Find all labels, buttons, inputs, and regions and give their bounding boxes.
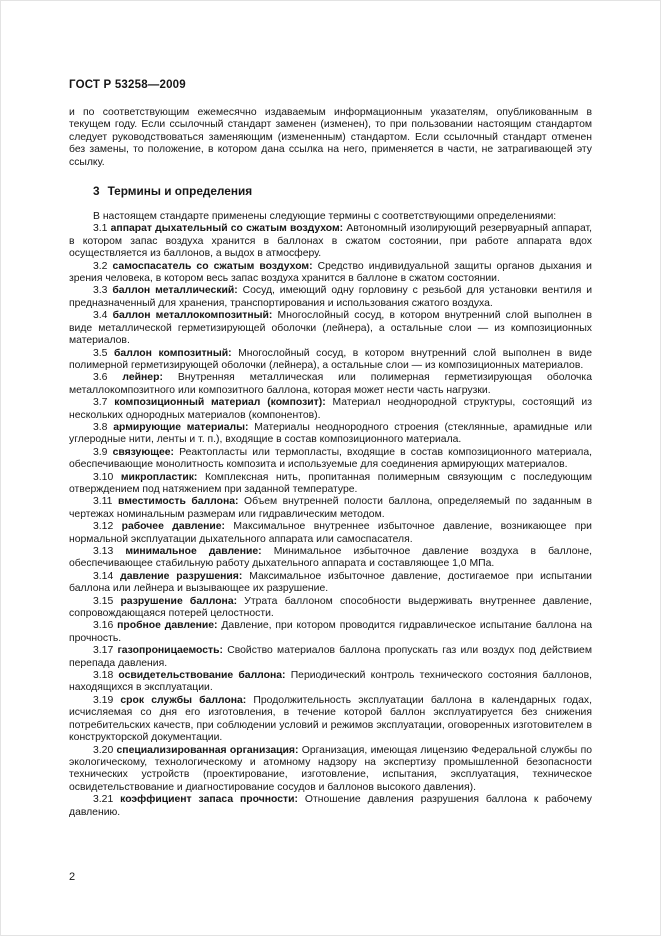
term-number: 3.3 — [93, 285, 113, 297]
term-text: Объем внутренней полости баллона, определяемый по заданным в чертежах номинальным размерам или гидравлическим методом. — [69, 496, 593, 520]
term-text: Отношение давления разрушения баллона к рабочему давлению. — [69, 794, 592, 818]
term-definition — [69, 261, 592, 286]
term-name: срок службы баллона: — [120, 694, 247, 706]
terms-intro-paragraph: В настоящем стандарте применены следующие термины с соответствующими определениями: — [93, 211, 557, 223]
references-continuation-paragraph: и по соответствующим ежемесячно издаваемым информационным указателям, опубликованным в текущем году. Если ссылочный стандарт заменен (изменен), то при пользовании настоящим стандартом следует руководствоваться заменяющим (измененным) стандартом. Если ссылочный стандарт отменен без замены, то положение, в котором дана ссылка на него, применяется в части, не затрагивающей эту ссылку. — [69, 107, 592, 168]
term-name: коэффициент запаса прочности: — [120, 794, 298, 806]
term-name: микропластик: — [120, 471, 198, 483]
term-number: 3.13 — [93, 546, 126, 557]
term-number: 3.16 — [93, 620, 118, 632]
term-number: 3.8 — [93, 421, 114, 433]
term-definition — [69, 372, 592, 397]
term-number: 3.4 — [93, 310, 113, 322]
term-text: Периодический контроль технического состояния баллонов, находящихся в эксплуатации. — [69, 670, 592, 694]
term-number: 3.6 — [93, 372, 123, 384]
term-text: Многослойный сосуд, в котором внутренний слой выполнен в виде металлической герметизирующей оболочки (лейнера), а остальные слои — из композиционных материалов. — [69, 310, 592, 347]
term-name: специализированная организация: — [116, 744, 299, 756]
term-name: вместимость баллона: — [117, 496, 239, 508]
term-name: рабочее давление: — [121, 521, 226, 533]
term-text: Реактопласты или термопласты, входящие в состав композиционного материала, обеспечивающие монолитность композита и используемые для соединения армирующих материалов. — [69, 446, 592, 471]
term-definition — [69, 223, 592, 260]
term-number: 3.15 — [93, 595, 121, 607]
section-title-text: Термины и определения — [107, 184, 253, 199]
term-name: баллон композитный: — [114, 347, 232, 359]
term-definition — [69, 571, 592, 596]
term-definition — [69, 447, 592, 472]
term-definition — [69, 695, 592, 745]
term-text: Свойство материалов баллона пропускать газ или воздух под действием перепада давления. — [69, 645, 592, 669]
term-text: Материал неоднородной структуры, состоящий из нескольких однородных материалов (компонентов). — [69, 397, 592, 421]
term-text: Утрата баллоном способности выдерживать внутреннее давление, сопровождающаяся потерей целостности. — [69, 595, 592, 620]
term-name: армирующие материалы: — [113, 421, 249, 433]
term-number: 3.10 — [93, 471, 121, 483]
term-name: баллон металлокомпозитный: — [112, 310, 273, 322]
term-text: Материалы неоднородного строения (стеклянные, арамидные или углеродные нити, ленты и т. п.), входящие в состав композиционного материала. — [69, 421, 593, 446]
term-number: 3.12 — [93, 521, 122, 533]
term-definition — [69, 496, 592, 521]
term-definition — [69, 745, 592, 795]
term-text: Продолжительность эксплуатации баллона в календарных годах, исчисляемая со дня его изготовления, в течение которой баллон эксплуатируется без снижения потребительских качеств, при соблюдении условий и режимов эксплуатации, оговоренных изготовителем в конструкторской документации. — [69, 694, 592, 744]
term-text: Давление, при котором проводится гидравлическое испытание баллона на прочность. — [69, 620, 592, 644]
term-text: Автономный изолирующий резервуарный аппарат, в котором запас воздуха хранится в баллонах в сжатом состоянии, при работе аппарата вдох осуществляется из баллонов, а выдох в атмосферу. — [69, 223, 592, 260]
term-name: разрушение баллона: — [120, 595, 238, 607]
term-text: Комплексная нить, пропитанная полимерным связующим с последующим отверждением под натяжением при заданной температуре. — [69, 471, 592, 495]
term-text: Средство индивидуальной защиты органов дыхания и зрения человека, в котором весь запас воздуха хранится в баллоне в сжатом состоянии. — [69, 260, 592, 285]
term-text: Многослойный сосуд, в котором внутренний слой выполнен в виде полимерной герметизирующей оболочки (лейнера), а остальные слои — из композиционных материалов. — [69, 347, 592, 371]
page-number: 2 — [69, 871, 76, 883]
term-name: освидетельствование баллона: — [118, 670, 286, 682]
term-number: 3.9 — [93, 446, 113, 458]
term-name: минимальное давление: — [125, 546, 262, 557]
term-number: 3.17 — [93, 645, 118, 657]
term-number: 3.20 — [93, 744, 117, 756]
section-heading — [69, 184, 592, 198]
term-definition — [69, 397, 592, 422]
term-definition — [69, 310, 592, 347]
document-body — [69, 107, 592, 819]
term-definition — [69, 645, 592, 670]
term-number: 3.1 — [93, 223, 111, 235]
term-name: лейнер: — [122, 372, 163, 384]
term-number: 3.18 — [93, 670, 119, 682]
term-number: 3.19 — [93, 694, 121, 706]
terms-list — [69, 223, 592, 819]
term-number: 3.2 — [93, 260, 113, 272]
term-definition — [69, 472, 592, 497]
term-name: пробное давление: — [117, 620, 218, 632]
term-text: Максимальное избыточное давление, достигаемое при испытании баллона или лейнера и вызывающее их разрушение. — [69, 570, 592, 595]
term-definition — [69, 348, 592, 373]
term-definition — [69, 546, 592, 571]
term-number: 3.14 — [93, 570, 121, 582]
term-number: 3.7 — [93, 397, 115, 409]
section-number: 3 — [93, 184, 100, 199]
term-text: Внутренняя металлическая или полимерная герметизирующая оболочка металлокомпозитного или композитного баллона, которая может нести часть нагрузки. — [69, 372, 592, 396]
term-number: 3.11 — [93, 496, 118, 508]
term-definition — [69, 285, 592, 310]
term-definition — [69, 670, 592, 695]
term-text: Максимальное внутреннее избыточное давление, возникающее при нормальной эксплуатации дыхательного аппарата или самоспасателя. — [69, 521, 592, 545]
term-name: связующее: — [112, 446, 174, 458]
term-number: 3.21 — [93, 794, 121, 806]
term-definition — [69, 794, 592, 819]
term-name: самоспасатель со сжатым воздухом: — [112, 260, 313, 272]
gost-standard-number: ГОСТ Р 53258—2009 — [69, 79, 186, 91]
term-definition — [69, 596, 592, 621]
term-definition — [69, 422, 592, 447]
term-definition — [69, 620, 592, 645]
term-definition — [69, 521, 592, 546]
term-number: 3.5 — [93, 347, 115, 359]
term-name: баллон металлический: — [112, 285, 238, 297]
term-text: Организация, имеющая лицензию Федеральной службы по экологическому, технологическому и атомному надзору на экспертизу промышленной безопасности технических устройств (проектирование, изготовление, испытания, эксплуатация, техническое освидетельствование и диагностирование сосудов и баллонов высокого давления). — [69, 744, 592, 793]
term-name: композиционный материал (композит): — [114, 397, 326, 409]
term-text: Сосуд, имеющий одну горловину с резьбой для установки вентиля и предназначенный для хранения, транспортирования и использования сжатого воздуха. — [69, 285, 592, 309]
term-text: Минимальное избыточное давление воздуха в баллоне, обеспечивающее стабильную работу дыхательного аппарата и составляющее 1,0 МПа. — [69, 546, 592, 570]
term-name: давление разрушения: — [120, 570, 243, 582]
term-name: аппарат дыхательный со сжатым воздухом: — [110, 223, 344, 235]
term-name: газопроницаемость: — [117, 645, 223, 657]
